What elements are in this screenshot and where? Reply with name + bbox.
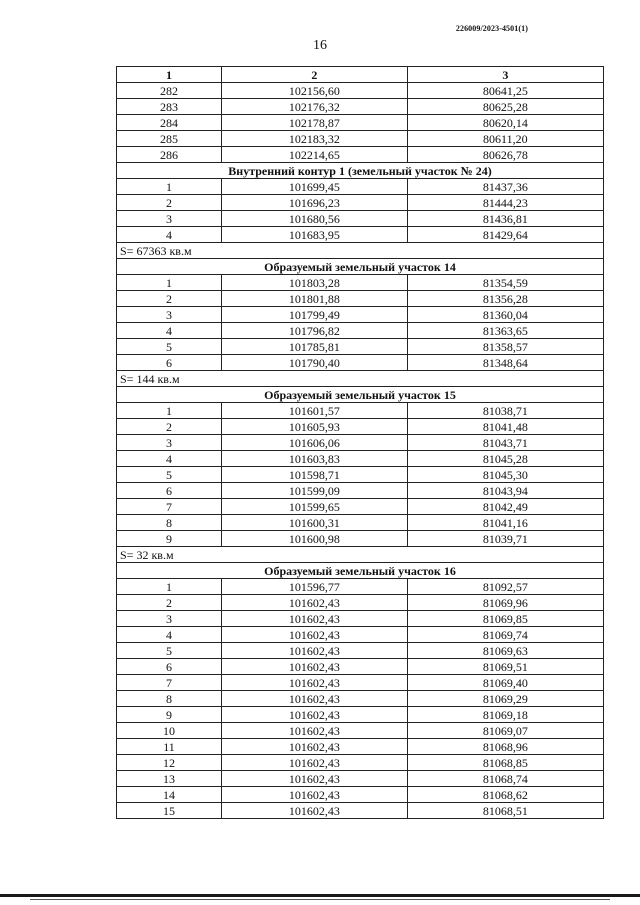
table-row bbox=[117, 227, 604, 243]
x-coordinate-cell: 101601,57 bbox=[222, 403, 408, 419]
y-coordinate-cell: 81363,65 bbox=[407, 323, 603, 339]
point-number-cell: 2 bbox=[117, 291, 222, 307]
point-number-cell: 10 bbox=[117, 723, 222, 739]
point-number-cell: 9 bbox=[117, 531, 222, 547]
table-row bbox=[117, 419, 604, 435]
table-row bbox=[117, 467, 604, 483]
y-coordinate-cell: 81069,07 bbox=[407, 723, 603, 739]
y-coordinate-cell: 80620,14 bbox=[407, 115, 603, 131]
point-number-cell: 6 bbox=[117, 355, 222, 371]
x-coordinate-cell: 101600,98 bbox=[222, 531, 408, 547]
x-coordinate-cell: 101602,43 bbox=[222, 627, 408, 643]
y-coordinate-cell: 81045,30 bbox=[407, 467, 603, 483]
point-number-cell: 3 bbox=[117, 307, 222, 323]
column-header-2: 2 bbox=[222, 67, 408, 83]
point-number-cell: 284 bbox=[117, 115, 222, 131]
x-coordinate-cell: 101600,31 bbox=[222, 515, 408, 531]
point-number-cell: 1 bbox=[117, 275, 222, 291]
footer-rule bbox=[0, 894, 640, 897]
point-number-cell: 9 bbox=[117, 707, 222, 723]
point-number-cell: 2 bbox=[117, 595, 222, 611]
y-coordinate-cell: 81041,16 bbox=[407, 515, 603, 531]
point-number-cell: 3 bbox=[117, 211, 222, 227]
table-row bbox=[117, 147, 604, 163]
table-row bbox=[117, 515, 604, 531]
section-heading: Образуемый земельный участок 16 bbox=[117, 563, 604, 579]
table-row bbox=[117, 531, 604, 547]
point-number-cell: 286 bbox=[117, 147, 222, 163]
column-header-1: 1 bbox=[117, 67, 222, 83]
point-number-cell: 2 bbox=[117, 419, 222, 435]
document-number: 226009/2023-4501(1) bbox=[455, 24, 528, 33]
x-coordinate-cell: 101603,83 bbox=[222, 451, 408, 467]
y-coordinate-cell: 81068,74 bbox=[407, 771, 603, 787]
x-coordinate-cell: 101696,23 bbox=[222, 195, 408, 211]
table-row bbox=[117, 435, 604, 451]
point-number-cell: 4 bbox=[117, 323, 222, 339]
y-coordinate-cell: 81069,29 bbox=[407, 691, 603, 707]
point-number-cell: 2 bbox=[117, 195, 222, 211]
y-coordinate-cell: 81041,48 bbox=[407, 419, 603, 435]
table-row bbox=[117, 115, 604, 131]
point-number-cell: 5 bbox=[117, 643, 222, 659]
y-coordinate-cell: 81069,74 bbox=[407, 627, 603, 643]
point-number-cell: 282 bbox=[117, 83, 222, 99]
table-body bbox=[117, 83, 604, 819]
point-number-cell: 8 bbox=[117, 515, 222, 531]
point-number-cell: 11 bbox=[117, 739, 222, 755]
page-number: 16 bbox=[313, 38, 327, 53]
x-coordinate-cell: 101785,81 bbox=[222, 339, 408, 355]
area-row bbox=[117, 547, 604, 563]
table-row bbox=[117, 611, 604, 627]
y-coordinate-cell: 81068,62 bbox=[407, 787, 603, 803]
point-number-cell: 3 bbox=[117, 611, 222, 627]
area-value: S= 67363 кв.м bbox=[117, 243, 604, 259]
table-row bbox=[117, 787, 604, 803]
y-coordinate-cell: 81069,51 bbox=[407, 659, 603, 675]
x-coordinate-cell: 101602,43 bbox=[222, 787, 408, 803]
y-coordinate-cell: 81042,49 bbox=[407, 499, 603, 515]
y-coordinate-cell: 81356,28 bbox=[407, 291, 603, 307]
table-header-row bbox=[117, 67, 604, 83]
area-value: S= 144 кв.м bbox=[117, 371, 604, 387]
point-number-cell: 5 bbox=[117, 339, 222, 355]
x-coordinate-cell: 101596,77 bbox=[222, 579, 408, 595]
table-row bbox=[117, 595, 604, 611]
point-number-cell: 14 bbox=[117, 787, 222, 803]
x-coordinate-cell: 101602,43 bbox=[222, 611, 408, 627]
y-coordinate-cell: 81436,81 bbox=[407, 211, 603, 227]
table-row bbox=[117, 179, 604, 195]
y-coordinate-cell: 80641,25 bbox=[407, 83, 603, 99]
y-coordinate-cell: 81354,59 bbox=[407, 275, 603, 291]
point-number-cell: 4 bbox=[117, 227, 222, 243]
footer-rule-thin bbox=[30, 899, 610, 900]
y-coordinate-cell: 81092,57 bbox=[407, 579, 603, 595]
x-coordinate-cell: 101602,43 bbox=[222, 755, 408, 771]
x-coordinate-cell: 101602,43 bbox=[222, 659, 408, 675]
y-coordinate-cell: 81038,71 bbox=[407, 403, 603, 419]
table-row bbox=[117, 451, 604, 467]
x-coordinate-cell: 101602,43 bbox=[222, 771, 408, 787]
point-number-cell: 7 bbox=[117, 499, 222, 515]
area-row bbox=[117, 243, 604, 259]
y-coordinate-cell: 81437,36 bbox=[407, 179, 603, 195]
y-coordinate-cell: 81068,51 bbox=[407, 803, 603, 819]
y-coordinate-cell: 80611,20 bbox=[407, 131, 603, 147]
section-heading-row bbox=[117, 163, 604, 179]
point-number-cell: 15 bbox=[117, 803, 222, 819]
x-coordinate-cell: 102178,87 bbox=[222, 115, 408, 131]
table-row bbox=[117, 659, 604, 675]
table-row bbox=[117, 339, 604, 355]
section-heading-row bbox=[117, 563, 604, 579]
y-coordinate-cell: 81348,64 bbox=[407, 355, 603, 371]
point-number-cell: 7 bbox=[117, 675, 222, 691]
point-number-cell: 6 bbox=[117, 659, 222, 675]
table-row bbox=[117, 99, 604, 115]
column-header-3: 3 bbox=[407, 67, 603, 83]
point-number-cell: 1 bbox=[117, 579, 222, 595]
x-coordinate-cell: 101699,45 bbox=[222, 179, 408, 195]
y-coordinate-cell: 81429,64 bbox=[407, 227, 603, 243]
x-coordinate-cell: 102156,60 bbox=[222, 83, 408, 99]
table-row bbox=[117, 803, 604, 819]
y-coordinate-cell: 81360,04 bbox=[407, 307, 603, 323]
table-row bbox=[117, 627, 604, 643]
point-number-cell: 4 bbox=[117, 627, 222, 643]
point-number-cell: 8 bbox=[117, 691, 222, 707]
table-row bbox=[117, 323, 604, 339]
x-coordinate-cell: 101602,43 bbox=[222, 691, 408, 707]
x-coordinate-cell: 101602,43 bbox=[222, 723, 408, 739]
x-coordinate-cell: 101602,43 bbox=[222, 803, 408, 819]
point-number-cell: 1 bbox=[117, 179, 222, 195]
table-row bbox=[117, 675, 604, 691]
table-row bbox=[117, 755, 604, 771]
x-coordinate-cell: 101803,28 bbox=[222, 275, 408, 291]
y-coordinate-cell: 81043,71 bbox=[407, 435, 603, 451]
y-coordinate-cell: 81069,40 bbox=[407, 675, 603, 691]
section-heading: Внутренний контур 1 (земельный участок № 24) bbox=[117, 163, 604, 179]
table-row bbox=[117, 355, 604, 371]
x-coordinate-cell: 102183,32 bbox=[222, 131, 408, 147]
point-number-cell: 3 bbox=[117, 435, 222, 451]
y-coordinate-cell: 81039,71 bbox=[407, 531, 603, 547]
section-heading-row bbox=[117, 387, 604, 403]
table-row bbox=[117, 131, 604, 147]
table-row bbox=[117, 771, 604, 787]
x-coordinate-cell: 101598,71 bbox=[222, 467, 408, 483]
point-number-cell: 1 bbox=[117, 403, 222, 419]
x-coordinate-cell: 101602,43 bbox=[222, 675, 408, 691]
x-coordinate-cell: 101602,43 bbox=[222, 707, 408, 723]
point-number-cell: 12 bbox=[117, 755, 222, 771]
y-coordinate-cell: 81069,63 bbox=[407, 643, 603, 659]
x-coordinate-cell: 101799,49 bbox=[222, 307, 408, 323]
x-coordinate-cell: 101605,93 bbox=[222, 419, 408, 435]
point-number-cell: 6 bbox=[117, 483, 222, 499]
x-coordinate-cell: 102176,32 bbox=[222, 99, 408, 115]
area-row bbox=[117, 371, 604, 387]
y-coordinate-cell: 81069,85 bbox=[407, 611, 603, 627]
point-number-cell: 285 bbox=[117, 131, 222, 147]
table-row bbox=[117, 211, 604, 227]
table-row bbox=[117, 707, 604, 723]
point-number-cell: 4 bbox=[117, 451, 222, 467]
table-row bbox=[117, 723, 604, 739]
table-row bbox=[117, 307, 604, 323]
table-row bbox=[117, 403, 604, 419]
table-row bbox=[117, 739, 604, 755]
x-coordinate-cell: 101790,40 bbox=[222, 355, 408, 371]
y-coordinate-cell: 81069,18 bbox=[407, 707, 603, 723]
table-row bbox=[117, 195, 604, 211]
x-coordinate-cell: 101796,82 bbox=[222, 323, 408, 339]
y-coordinate-cell: 81358,57 bbox=[407, 339, 603, 355]
x-coordinate-cell: 101602,43 bbox=[222, 595, 408, 611]
x-coordinate-cell: 101602,43 bbox=[222, 739, 408, 755]
y-coordinate-cell: 80625,28 bbox=[407, 99, 603, 115]
y-coordinate-cell: 81068,85 bbox=[407, 755, 603, 771]
coordinates-table bbox=[116, 66, 604, 819]
x-coordinate-cell: 101599,65 bbox=[222, 499, 408, 515]
point-number-cell: 13 bbox=[117, 771, 222, 787]
section-heading-row bbox=[117, 259, 604, 275]
x-coordinate-cell: 101680,56 bbox=[222, 211, 408, 227]
table-row bbox=[117, 579, 604, 595]
table-row bbox=[117, 691, 604, 707]
y-coordinate-cell: 81045,28 bbox=[407, 451, 603, 467]
x-coordinate-cell: 102214,65 bbox=[222, 147, 408, 163]
table-row bbox=[117, 275, 604, 291]
table-row bbox=[117, 83, 604, 99]
x-coordinate-cell: 101683,95 bbox=[222, 227, 408, 243]
table-row bbox=[117, 291, 604, 307]
point-number-cell: 5 bbox=[117, 467, 222, 483]
area-value: S= 32 кв.м bbox=[117, 547, 604, 563]
x-coordinate-cell: 101602,43 bbox=[222, 643, 408, 659]
y-coordinate-cell: 81043,94 bbox=[407, 483, 603, 499]
table-row bbox=[117, 643, 604, 659]
section-heading: Образуемый земельный участок 14 bbox=[117, 259, 604, 275]
x-coordinate-cell: 101801,88 bbox=[222, 291, 408, 307]
section-heading: Образуемый земельный участок 15 bbox=[117, 387, 604, 403]
y-coordinate-cell: 81444,23 bbox=[407, 195, 603, 211]
x-coordinate-cell: 101599,09 bbox=[222, 483, 408, 499]
y-coordinate-cell: 80626,78 bbox=[407, 147, 603, 163]
point-number-cell: 283 bbox=[117, 99, 222, 115]
table-row bbox=[117, 499, 604, 515]
table-row bbox=[117, 483, 604, 499]
y-coordinate-cell: 81068,96 bbox=[407, 739, 603, 755]
x-coordinate-cell: 101606,06 bbox=[222, 435, 408, 451]
y-coordinate-cell: 81069,96 bbox=[407, 595, 603, 611]
